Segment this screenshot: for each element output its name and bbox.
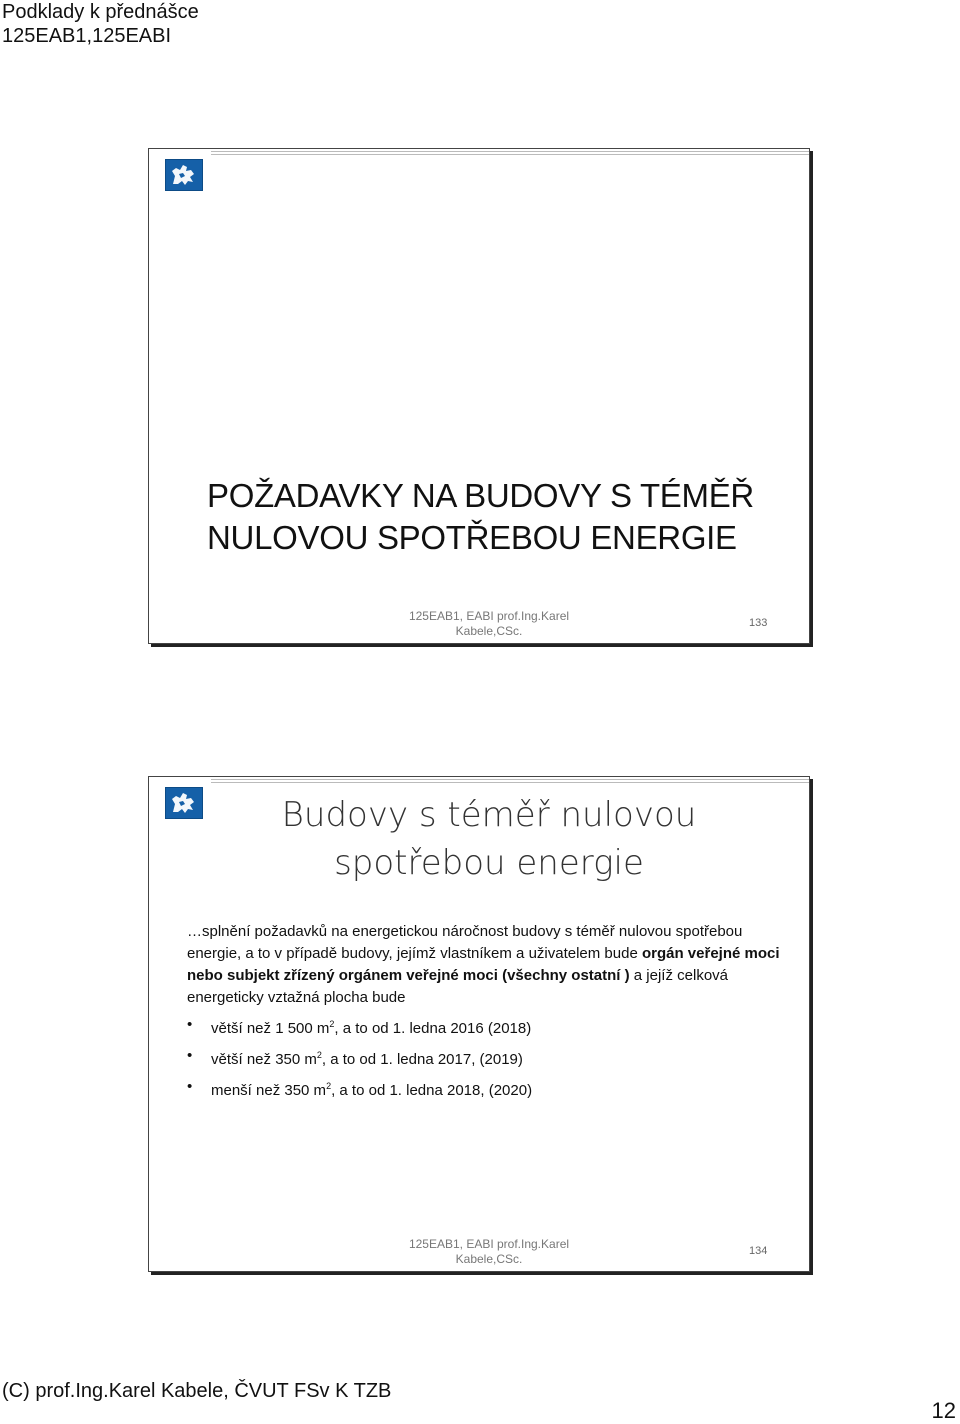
list-item-text: menší než 350 m (211, 1082, 327, 1099)
slide-134 (148, 776, 810, 1272)
slide-body (187, 921, 787, 1104)
slide-title-line-1: POŽADAVKY NA BUDOVY S TÉMĚŘ (207, 477, 754, 514)
slide-footer (379, 1237, 599, 1267)
footer-author-line-2: Kabele,CSc. (455, 624, 523, 638)
intro-text-end: a jejíž celková energeticky vztažná plocha bude (187, 967, 729, 1006)
slide-title-line-2: spotřebou energie (334, 843, 644, 883)
superscript: 2 (316, 1050, 322, 1060)
superscript: 2 (329, 1019, 335, 1029)
superscript: 2 (326, 1081, 332, 1091)
slide-133 (148, 148, 810, 644)
slide-footer (379, 609, 599, 639)
header-rule-lines (211, 149, 809, 163)
cvut-lion-logo-icon (165, 159, 203, 191)
slide-number: 134 (749, 1245, 768, 1257)
slide-title-line-1: Budovy s téměř nulovou (281, 795, 697, 835)
slide-number: 133 (749, 617, 768, 629)
footer-author-line-1: 125EAB1, EABI prof.Ing.Karel (408, 1237, 570, 1251)
list-item (187, 1073, 787, 1104)
header-course-code: 125EAB1,125EABI (2, 25, 172, 47)
footer-author-line-1: 125EAB1, EABI prof.Ing.Karel (408, 609, 570, 623)
intro-text: …splnění požadavků na energetickou náročnost budovy s téměř nulovou spotřebou energie, a to v případě budovy, jejímž vlastníkem a uživatelem bude (187, 923, 743, 962)
list-item-date: , a to od 1. ledna 2017, (2019) (321, 1051, 523, 1068)
list-item (187, 1042, 787, 1073)
page-number: 12 (931, 1398, 956, 1423)
slide-title (209, 791, 769, 887)
footer-author-line-2: Kabele,CSc. (455, 1252, 523, 1266)
header-title: Podklady k přednášce (2, 1, 199, 23)
list-item-text: větší než 350 m (211, 1051, 317, 1068)
list-item-text: větší než 1 500 m (211, 1020, 330, 1037)
list-item-date: , a to od 1. ledna 2016 (2018) (334, 1020, 532, 1037)
header-rule-lines (211, 777, 809, 791)
slide-title (207, 475, 787, 559)
page-header (2, 0, 199, 48)
list-item (187, 1011, 787, 1042)
slide-title-line-2: NULOVOU SPOTŘEBOU ENERGIE (207, 519, 737, 556)
intro-paragraph (187, 921, 787, 1009)
area-threshold-list (187, 1011, 787, 1104)
cvut-lion-logo-icon (165, 787, 203, 819)
intro-bold-text: orgán veřejné moci nebo subjekt zřízený orgánem veřejné moci (všechny ostatní ) (187, 945, 780, 984)
list-item-date: , a to od 1. ledna 2018, (2020) (331, 1082, 533, 1099)
page-footer: (C) prof.Ing.Karel Kabele, ČVUT FSv K TZB (2, 1380, 392, 1402)
